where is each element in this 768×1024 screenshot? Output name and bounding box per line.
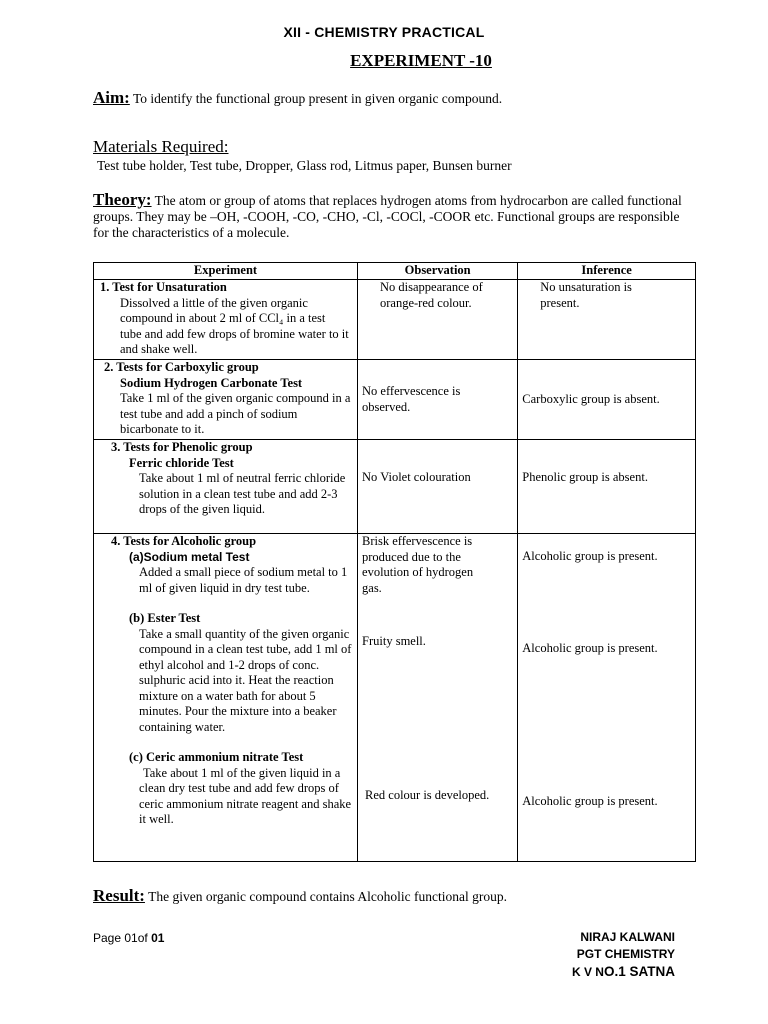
observation-cell: No Violet colouration [358, 440, 518, 534]
result-section [93, 886, 507, 906]
aim-section [93, 88, 502, 108]
table-row [94, 360, 696, 440]
page-total: 01 [151, 931, 165, 945]
table-row [94, 280, 696, 360]
test-procedure: Take about 1 ml of neutral ferric chloride solution in a clean test tube and add 2-3 drops of the given liquid. [139, 471, 346, 516]
test-title: 1. Test for Unsaturation [100, 280, 227, 294]
test-title: 4. Tests for Alcoholic group [111, 534, 257, 548]
test-procedure: Dissolved a little of the given organic compound in about 2 ml of CCl₄ in a test tube and add few drops of bromine water to it and shake well. [120, 295, 349, 356]
subtest-inference: Alcoholic group is present. [522, 640, 658, 655]
author-name: NIRAJ KALWANI [580, 930, 675, 944]
table-row [94, 440, 696, 534]
subtest-inference: Alcoholic group is present. [522, 549, 658, 563]
test-procedure: Take 1 ml of the given organic compound in a test tube and add a pinch of sodium bicarbonate to it. [120, 391, 351, 436]
result-text: The given organic compound contains Alcoholic functional group. [144, 889, 508, 904]
materials-label: Materials Required: [93, 137, 229, 156]
aim-label: Aim: [93, 88, 130, 107]
subtest-label: (a)Sodium metal Test [129, 549, 250, 564]
aim-text: To identify the functional group present in given organic compound. [129, 91, 503, 106]
page-prefix: Page 01of [93, 931, 152, 945]
school-prefix: K V N [571, 965, 604, 979]
subtest-procedure: Take about 1 ml of the given liquid in a clean dry test tube and add few drops of ceric ammonium nitrate reagent and shake it well. [139, 765, 352, 826]
theory-text: The atom or group of atoms that replaces hydrogen atoms from hydrocarbon are called functional groups. They may be –OH, -COOH, -CO, -CHO, -Cl, -COCl, -COOR etc. Functional groups are responsible for the characteristics of a molecule. [93, 193, 682, 240]
page-number [93, 931, 164, 945]
author-block [520, 929, 675, 981]
result-label: Result: [93, 886, 145, 905]
theory-label: Theory: [93, 190, 152, 209]
header-inference: Inference [518, 263, 696, 280]
subtest-procedure: Take a small quantity of the given organic compound in a clean test tube, add 1 ml of ethyl alcohol and 1-2 drops of conc. sulphuric acid into it. Heat the reaction mixture on a water bath for about 5 minutes. Pour the mixture into a beaker containing water. [139, 626, 352, 734]
observation-cell: No disappearance of orange-red colour. [358, 280, 518, 360]
subtest-observation: Brisk effervescence is produced due to the evolution of hydrogen gas. [362, 534, 474, 595]
test-subtitle: Ferric chloride Test [129, 455, 234, 470]
test-subtitle: Sodium Hydrogen Carbonate Test [120, 375, 303, 390]
course-header: XII - CHEMISTRY PRACTICAL [283, 24, 485, 40]
experiment-cell [94, 440, 358, 534]
observation-cell: No effervescence is observed. [358, 360, 518, 440]
header-experiment: Experiment [94, 263, 358, 280]
school-suffix: O.1 SATNA [603, 964, 675, 979]
test-title: 2. Tests for Carboxylic group [104, 360, 259, 374]
inference-cell: Phenolic group is absent. [518, 440, 696, 534]
test-title: 3. Tests for Phenolic group [111, 440, 253, 454]
experiment-cell [94, 534, 358, 862]
subtest-procedure: Added a small piece of sodium metal to 1 ml of given liquid in dry test tube. [139, 565, 348, 595]
subtest-observation: Red colour is developed. [365, 787, 490, 802]
header-observation: Observation [358, 263, 518, 280]
experiment-cell [94, 360, 358, 440]
subtest-label: (b) Ester Test [129, 611, 201, 625]
experiment-cell [94, 280, 358, 360]
author-designation: PGT CHEMISTRY [576, 947, 675, 961]
table-header-row [94, 263, 696, 280]
observation-cell [358, 534, 518, 862]
subtest-inference: Alcoholic group is present. [522, 794, 658, 808]
materials-list: Test tube holder, Test tube, Dropper, Glass rod, Litmus paper, Bunsen burner [97, 158, 512, 173]
inference-cell: No unsaturation is present. [518, 280, 696, 360]
school-name [520, 963, 675, 981]
theory-section [93, 192, 693, 241]
experiment-title: EXPERIMENT -10 [350, 51, 492, 70]
subtest-label: (c) Ceric ammonium nitrate Test [129, 750, 304, 764]
inference-cell: Carboxylic group is absent. [518, 360, 696, 440]
table-row [94, 534, 696, 862]
experiment-table [93, 262, 696, 862]
subtest-observation: Fruity smell. [362, 634, 426, 648]
inference-cell [518, 534, 696, 862]
